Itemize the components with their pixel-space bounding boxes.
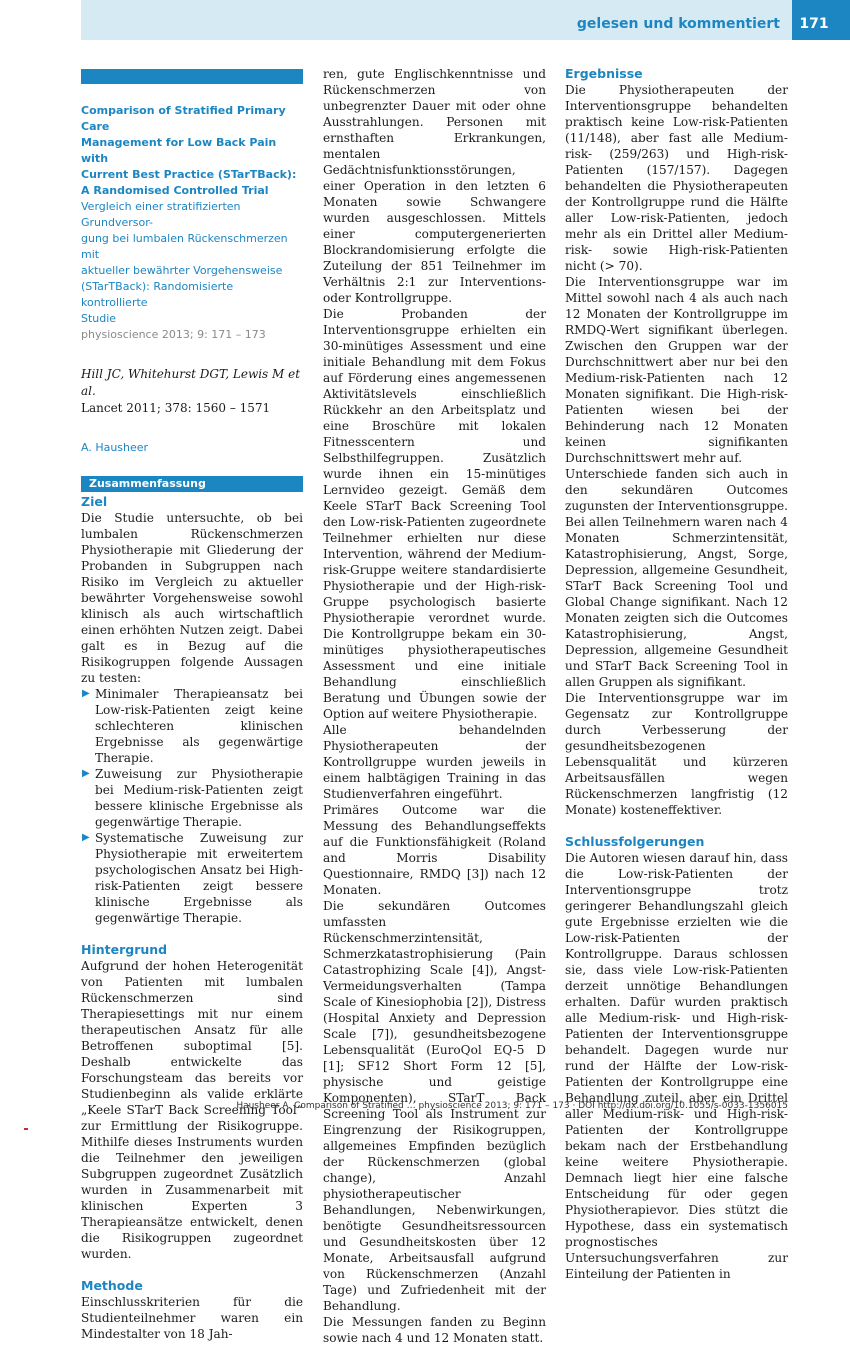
heading-ergebnisse: Ergebnisse <box>565 66 643 81</box>
paragraph-training: Alle behandelnden Physiotherapeuten der Kontrollgruppe wurden jeweils in einem halbtägigen Training in das Studienverfahren eingeführt. <box>323 723 546 801</box>
paragraph-ergebnisse-2: Die Interventionsgruppe war im Mittel sowohl nach 4 als auch nach 12 Monaten der Kontrollgruppe im RMDQ-Wert signifikant überlegen. Zwischen den Gruppen war der Durchschnittwert aber nur bei den Medium-risk-Patienten nach 12 Monaten signifikant. Die High-risk-Patienten wiesen bei der Behinderung nach 12 Monaten keinen signifikanten Durchschnittswert mehr auf. <box>565 275 788 465</box>
paragraph-secondary-outcomes: Die sekundären Outcomes umfassten Rückenschmerzintensität, Schmerzkatastrophisierung (Pain Catastrophizing Scale [4]), Angst-Vermeidungsverhalten (Tampa Scale of Kinesiophobia [2]), Distress (Hospital Anxiety and Depression Scale [7]), gesundheitsbezogene Lebensqualität (EuroQol EQ-5 D [1]; SF12 Short Form 12 [5], physische und geistige Komponenten), STarT Back Screening Tool als Instrument zur Eingrenzung der Risikogruppen, allgemeines Empfinden bezüglich der Rückenschmerzen (global change), Anzahl physiotherapeutischer Behandlungen, Nebenwirkungen, benötigte Gesundheitsressourcen und Gesundheitskosten über 12 Monate, Arbeitsausfall aufgrund von Rückenschmerzen (Anzahl Tage) und Zufriedenheit mit der Behandlung. <box>323 899 546 1313</box>
title-de-line: (STarTBack): Randomisierte kontrollierte <box>81 280 234 309</box>
section-label: gelesen und kommentiert <box>576 16 780 32</box>
paragraph-schlussfolgerungen: Die Autoren wiesen darauf hin, dass die Low-risk-Patienten der Interventionsgruppe trotz geringerer Behandlungszahl gleich gute Ergebnisse erzielten wie die Low-risk-Patienten der Kontrollgruppe. Daraus schlossen sie, dass viele Low-risk-Patienten derzeit unnötige Behandlungen erhalten. Dafür wurden praktisch alle Medium-risk- und High-risk-Patienten der Interventionsgruppe behandelt. Dagegen wurde nur rund der Hälfte der Low-risk-Patienten der Kontrollgruppe eine Behandlung zuteil, aber ein Drittel aller Medium-risk- und High-risk-Patienten der Kontrollgruppe bekam nach der Erstbehandlung keine weitere Physiotherapie. Demnach liegt hier eine falsche Entscheidung für oder gegen Physiotherapievor. Dies stützt die Hypothese, dass ein systematisch prognostisches Untersuchungsverfahren zur Einteilung der Patienten in <box>565 851 788 1281</box>
page-footer: Hausheer A. Comparison of Stratified … physioscience 2013; 9: 171 – 173 · DOI http://dx.doi.org/10.1055/s-0033-1356015 <box>236 1101 788 1111</box>
list-item <box>81 686 303 766</box>
heading-ziel: Ziel <box>81 494 108 509</box>
paragraph-ergebnisse-1: Die Physiotherapeuten der Interventionsgruppe behandelten praktisch keine Low-risk-Patienten (11/148), aber fast alle Medium-risk- (259/263) und High-risk-Patienten (157/157). Dagegen behandelten die Physiotherapeuten der Kontrollgruppe rund die Hälfte aller Low-risk-Patienten, jedoch mehr als ein Drittel aller Medium-risk- sowie High-risk-Patienten nicht (> 70). <box>565 83 788 273</box>
left-column <box>81 66 303 1342</box>
paragraph-ziel: Die Studie untersuchte, ob bei lumbalen Rückenschmerzen Physiotherapie mit Gliederung der Probanden in Subgruppen nach Risiko im Vergleich zu aktueller bewährter Vorgehensweise sowohl klinisch als auch wirtschaftlich einen erhöhten Nutzen zeigt. Dabei galt es in Bezug auf die Risikogruppen folgende Aussagen zu testen: <box>81 511 303 685</box>
paragraph-primary-outcome: Primäres Outcome war die Messung des Behandlungseffekts auf die Funktionsfähigkeit (Roland and Morris Disability Questionnaire, RMDQ [3]) nach 12 Monaten. <box>323 803 546 897</box>
title-en-line: Current Best Practice (STarTBack): <box>81 168 297 181</box>
journal-source: physioscience 2013; 9: 171 – 173 <box>81 328 266 341</box>
triangle-right-icon: ▶ <box>82 832 90 843</box>
summary-heading: Zusammenfassung <box>81 476 303 492</box>
heading-schlussfolgerungen: Schlussfolgerungen <box>565 834 705 849</box>
list-item-text: Systematische Zuweisung zur Physiotherapie mit erweitertem psychologischen Ansatz bei High-risk-Patienten zeigt bessere klinische Ergebnisse als gegenwärtige Therapie. <box>95 831 303 925</box>
title-de-line: Vergleich einer stratifizierten Grundversor- <box>81 200 241 229</box>
middle-column <box>323 66 546 1346</box>
triangle-right-icon: ▶ <box>82 768 90 779</box>
title-de-line: gung bei lumbalen Rückenschmerzen mit <box>81 232 288 261</box>
title-de-line: Studie <box>81 312 117 325</box>
paragraph-hintergrund: Aufgrund der hohen Heterogenität von Patienten mit lumbalen Rückenschmerzen sind Therapiesettings mit nur einem therapeutischen Ansatz für alle Betroffenen suboptimal [5]. Deshalb entwickelte das Forschungsteam das bereits vor Studienbeginn als valide erklärte „Keele STarT Back Screening Tool“ zur Ermittlung der Risikogruppe. Mithilfe dieses Instruments wurden die Teilnehmer den jeweiligen Subgruppen zugeordnet Zusätzlich wurden in Zusammenarbeit mit klinischen Experten 3 Therapieansätze entwickelt, denen die Risikogruppen zugeordnet wurden. <box>81 959 303 1261</box>
paragraph-intervention: Die Probanden der Interventionsgruppe erhielten ein 30-minütiges Assessment und eine initiale Behandlung mit dem Fokus auf Förderung eines angemessenen Aktivitätslevels einschließlich Rückkehr an den Arbeitsplatz und eine Broschüre mit lokalen Fitnesscentern und Selbsthilfegruppen. Zusätzlich wurde ihnen ein 15-minütiges Lernvideo gezeigt. Gemäß dem Keele STarT Back Screening Tool den Low-risk-Patienten zugeordnete Teilnehmer erhielten nur diese Intervention, während der Medium-risk-Gruppe weitere standardisierte Physiotherapie und der High-risk-Gruppe psychologisch basierte Physiotherapie verordnet wurde. Die Kontrollgruppe bekam ein 30-minütiges physiotherapeutisches Assessment und eine initiale Behandlung einschließlich Beratung und Übungen sowie der Option auf weitere Physiotherapie. <box>323 307 546 721</box>
paragraph-methode-continued: ren, gute Englischkenntnisse und Rückenschmerzen von unbegrenzter Dauer mit oder ohne Ausstrahlungen. Personen mit ernsthaften Erkrankungen, mentalen Gedächtnisfunktionsstörungen, einer Operation in den letzten 6 Monaten sowie Schwangere wurden ausgeschlossen. Mittels einer computergenerierten Blockrandomisierung erfolgte die Zuteilung der 851 Teilnehmer im Verhältnis 2:1 zur Interventions- oder Kontrollgruppe. <box>323 67 546 305</box>
corner-mark <box>24 1128 28 1130</box>
title-en-line: Comparison of Stratified Primary Care <box>81 104 286 133</box>
citation-authors: Hill JC, Whitehurst DGT, Lewis M et al. <box>81 367 301 398</box>
list-item <box>81 766 303 830</box>
paragraph-methode: Einschlusskriterien für die Studienteilnehmer waren ein Mindestalter von 18 Jah- <box>81 1295 303 1341</box>
reviewer-name: A. Hausheer <box>81 441 149 454</box>
title-en-line: A Randomised Controlled Trial <box>81 184 269 197</box>
triangle-right-icon: ▶ <box>82 688 90 699</box>
hypothesis-list <box>81 686 303 926</box>
page-number: 171 <box>799 16 829 32</box>
title-de-line: aktueller bewährter Vorgehensweise <box>81 264 283 277</box>
list-item <box>81 830 303 926</box>
paragraph-measurements: Die Messungen fanden zu Beginn sowie nach 4 und 12 Monaten statt. <box>323 1315 546 1345</box>
title-en-line: Management for Low Back Pain with <box>81 136 277 165</box>
heading-hintergrund: Hintergrund <box>81 942 168 957</box>
article-title-en <box>81 103 303 199</box>
citation <box>81 366 303 417</box>
list-item-text: Minimaler Therapieansatz bei Low-risk-Patienten zeigt keine schlechteren klinischen Ergebnisse als gegenwärtige Therapie. <box>95 687 303 765</box>
article-title-de <box>81 199 303 327</box>
paragraph-ergebnisse-3: Unterschiede fanden sich auch in den sekundären Outcomes zugunsten der Interventionsgruppe. Bei allen Teilnehmern waren nach 4 Monaten Schmerzintensität, Katastrophisierung, Angst, Sorge, Depression, allgemeine Gesundheit, STarT Back Screening Tool und Global Change signifikant. Nach 12 Monaten zeigten sich die Outcomes Katastrophisierung, Angst, Depression, allgemeine Gesundheit und STarT Back Screening Tool in allen Gruppen als signifikant. <box>565 467 788 689</box>
heading-methode: Methode <box>81 1278 143 1293</box>
paragraph-ergebnisse-4: Die Interventionsgruppe war im Gegensatz zur Kontrollgruppe durch Verbesserung der gesundheitsbezogenen Lebensqualität und kürzeren Arbeitsausfällen wegen Rückenschmerzen langfristig (12 Monate) kosteneffektiver. <box>565 691 788 817</box>
list-item-text: Zuweisung zur Physiotherapie bei Medium-risk-Patienten zeigt bessere klinische Ergebnisse als gegenwärtige Therapie. <box>95 767 303 829</box>
citation-journal: Lancet 2011; 378: 1560 – 1571 <box>81 401 271 415</box>
right-column <box>565 66 788 1282</box>
title-bar <box>81 69 303 84</box>
